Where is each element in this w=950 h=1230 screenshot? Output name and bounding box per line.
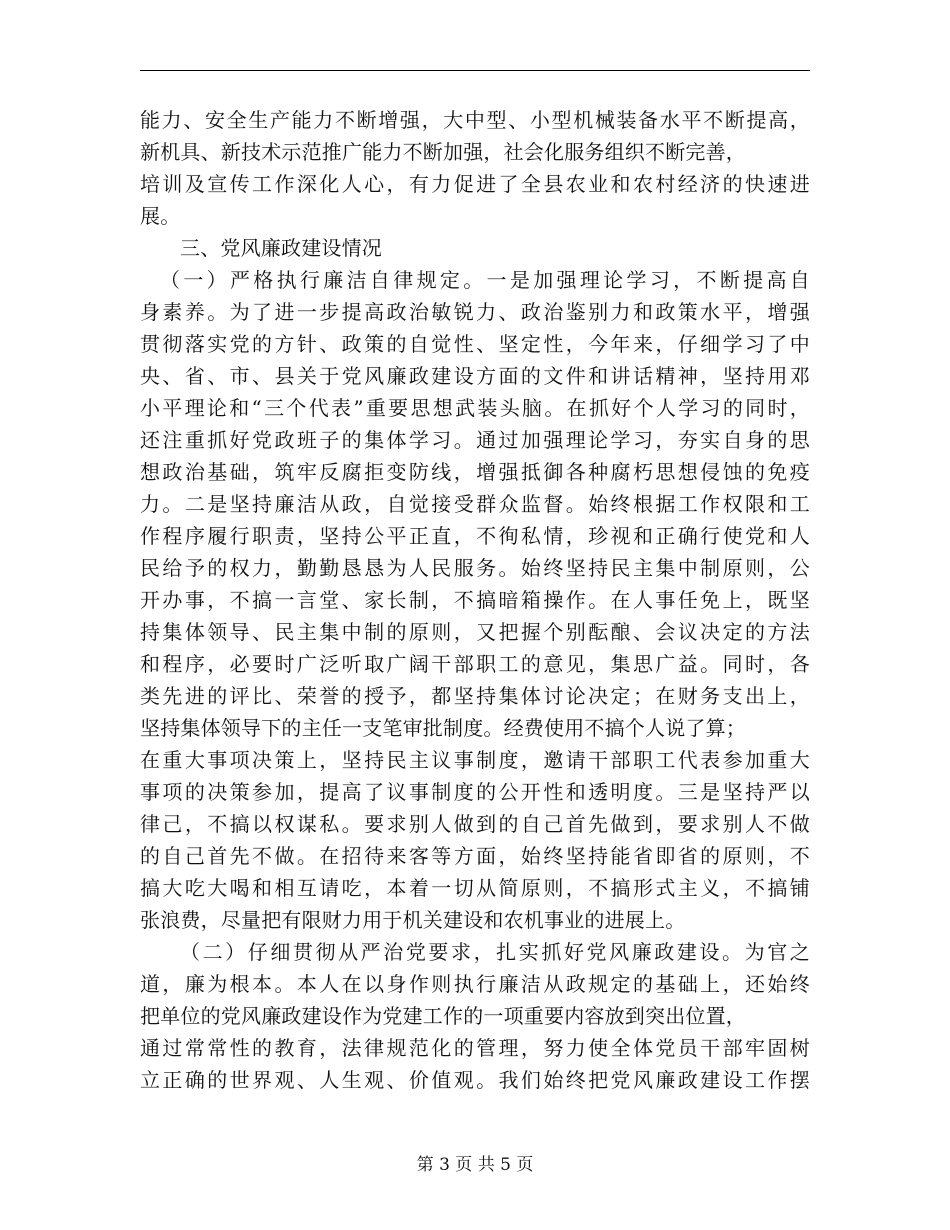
section-heading: 三、党风廉政建设情况 — [180, 236, 382, 260]
text-line: 贯彻落实党的方针、政策的自觉性、坚定性，今年来，仔细学习了中 — [140, 332, 810, 356]
text-line: 展。 — [140, 204, 181, 228]
text-line: 类先进的评比、荣誉的授予，都坚持集体讨论决定；在财务支出上， — [140, 684, 810, 708]
text-line: 新机具、新技术示范推广能力不断加强，社会化服务组织不断完善， — [140, 140, 746, 164]
text-line: （一）严格执行廉洁自律规定。一是加强理论学习，不断提高自 — [160, 268, 810, 292]
document-body — [140, 104, 810, 1096]
text-line: 身素养。为了进一步提高政治敏锐力、政治鉴别力和政策水平，增强 — [140, 300, 810, 324]
text-line: 把单位的党风廉政建设作为党建工作的一项重要内容放到突出位置， — [140, 1004, 746, 1028]
header-rule — [140, 70, 810, 71]
text-line: 力。二是坚持廉洁从政，自觉接受群众监督。始终根据工作权限和工 — [140, 492, 810, 516]
text-line: 通过常常性的教育，法律规范化的管理，努力使全体党员干部牢固树 — [140, 1036, 810, 1060]
page-number-footer: 第 3 页 共 5 页 — [416, 1155, 534, 1175]
text-line: 和程序，必要时广泛听取广阔干部职工的意见，集思广益。同时，各 — [140, 652, 810, 676]
text-line: 作程序履行职责，坚持公平正直，不徇私情，珍视和正确行使党和人 — [140, 524, 810, 548]
text-line: 民给予的权力，勤勤恳恳为人民服务。始终坚持民主集中制原则，公 — [140, 556, 810, 580]
text-line: 还注重抓好党政班子的集体学习。通过加强理论学习，夯实自身的思 — [140, 428, 810, 452]
text-line: 想政治基础，筑牢反腐拒变防线，增强抵御各种腐朽思想侵蚀的免疫 — [140, 460, 810, 484]
text-line: 事项的决策参加，提高了议事制度的公开性和透明度。三是坚持严以 — [140, 780, 810, 804]
text-line: 能力、安全生产能力不断增强，大中型、小型机械装备水平不断提高， — [140, 108, 810, 132]
text-line: 培训及宣传工作深化人心，有力促进了全县农业和农村经济的快速进 — [140, 172, 810, 196]
text-line: 张浪费，尽量把有限财力用于机关建设和农机事业的进展上。 — [140, 908, 686, 932]
text-line: 立正确的世界观、人生观、价值观。我们始终把党风廉政建设工作摆 — [140, 1068, 810, 1092]
text-line: 小平理论和“三个代表”重要思想武装头脑。在抓好个人学习的同时， — [140, 396, 810, 420]
text-line: 律己，不搞以权谋私。要求别人做到的自己首先做到，要求别人不做 — [140, 812, 810, 836]
text-line: 在重大事项决策上，坚持民主议事制度，邀请干部职工代表参加重大 — [140, 748, 810, 772]
text-line: 坚持集体领导下的主任一支笔审批制度。经费使用不搞个人说了算； — [140, 716, 746, 740]
text-line: 道，廉为根本。本人在以身作则执行廉洁从政规定的基础上，还始终 — [140, 972, 810, 996]
text-line: （二）仔细贯彻从严治党要求，扎实抓好党风廉政建设。为官之 — [180, 940, 810, 964]
text-line: 的自己首先不做。在招待来客等方面，始终坚持能省即省的原则，不 — [140, 844, 810, 868]
text-line: 央、省、市、县关于党风廉政建设方面的文件和讲话精神，坚持用邓 — [140, 364, 810, 388]
text-line: 持集体领导、民主集中制的原则，又把握个别酝酿、会议决定的方法 — [140, 620, 810, 644]
text-line: 开办事，不搞一言堂、家长制，不搞暗箱操作。在人事任免上，既坚 — [140, 588, 810, 612]
text-line: 搞大吃大喝和相互请吃，本着一切从简原则，不搞形式主义，不搞铺 — [140, 876, 810, 900]
